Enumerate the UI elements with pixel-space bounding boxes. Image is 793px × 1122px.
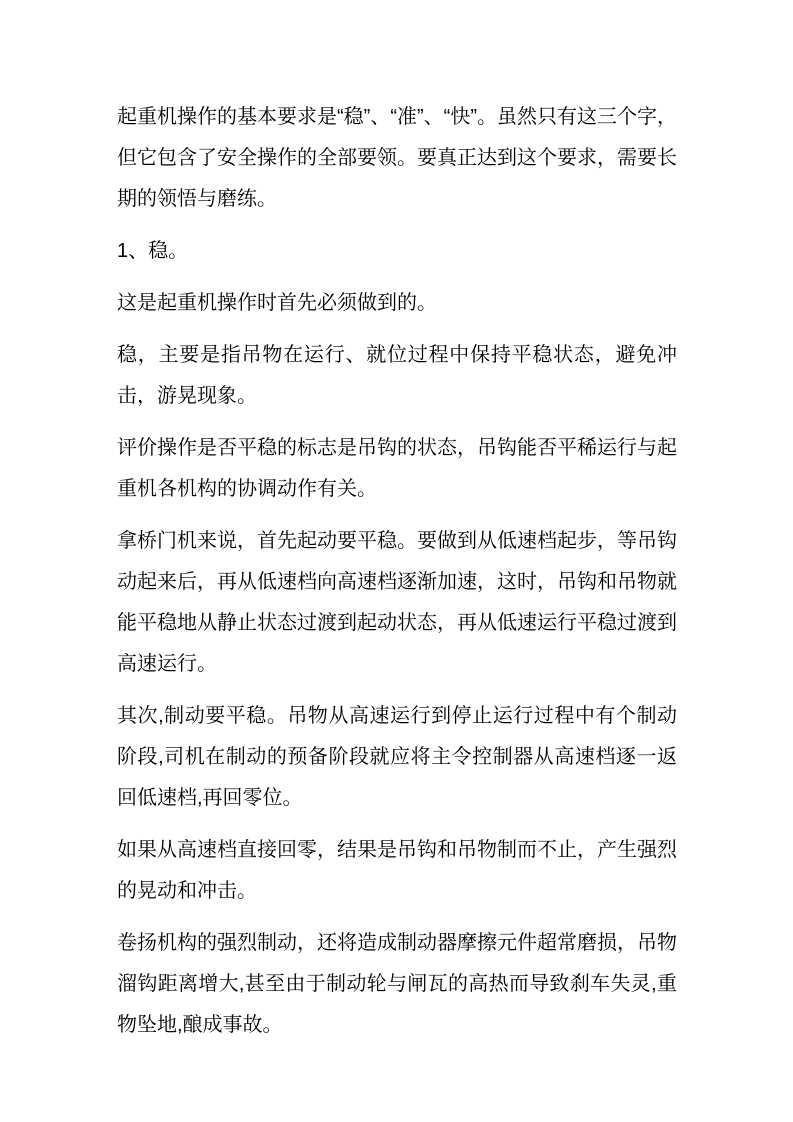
- paragraph: 拿桥门机来说，首先起动要平稳。要做到从低速档起步，等吊钩动起来后，再从低速档向高速档逐渐加速，这时，吊钩和吊物就能平稳地从静止状态过渡到起动状态，再从低速运行平稳过渡到高速运行。: [117, 530, 677, 675]
- paragraph: 卷扬机构的强烈制动，还将造成制动器摩擦元件超常磨损，吊物溜钩距离增大,甚至由于制动轮与闸瓦的高热而导致刹车失灵,重物坠地,酿成事故。: [117, 932, 677, 1036]
- paragraph: 如果从高速档直接回零，结果是吊钩和吊物制而不止，产生强烈的晃动和冲击。: [117, 839, 677, 902]
- paragraph: 1、稳。: [117, 240, 189, 262]
- paragraph: 起重机操作的基本要求是“稳”、“准”、“快”。虽然只有这三个字，但它包含了安全操作的全部要领。要真正达到这个要求，需要长期的领悟与磨练。: [117, 106, 677, 210]
- document-body: [117, 97, 677, 1046]
- paragraph: 稳，主要是指吊物在运行、就位过程中保持平稳状态，避免冲击，游晃现象。: [117, 344, 677, 407]
- paragraph: 评价操作是否平稳的标志是吊钩的状态，吊钩能否平稀运行与起重机各机构的协调动作有关。: [117, 437, 677, 500]
- paragraph: 其次,制动要平稳。吊物从高速运行到停止运行过程中有个制动阶段,司机在制动的预备阶段就应将主令控制器从高速档逐一返回低速档,再回零位。: [117, 705, 677, 809]
- paragraph: 这是起重机操作时首先必须做到的。: [117, 292, 437, 314]
